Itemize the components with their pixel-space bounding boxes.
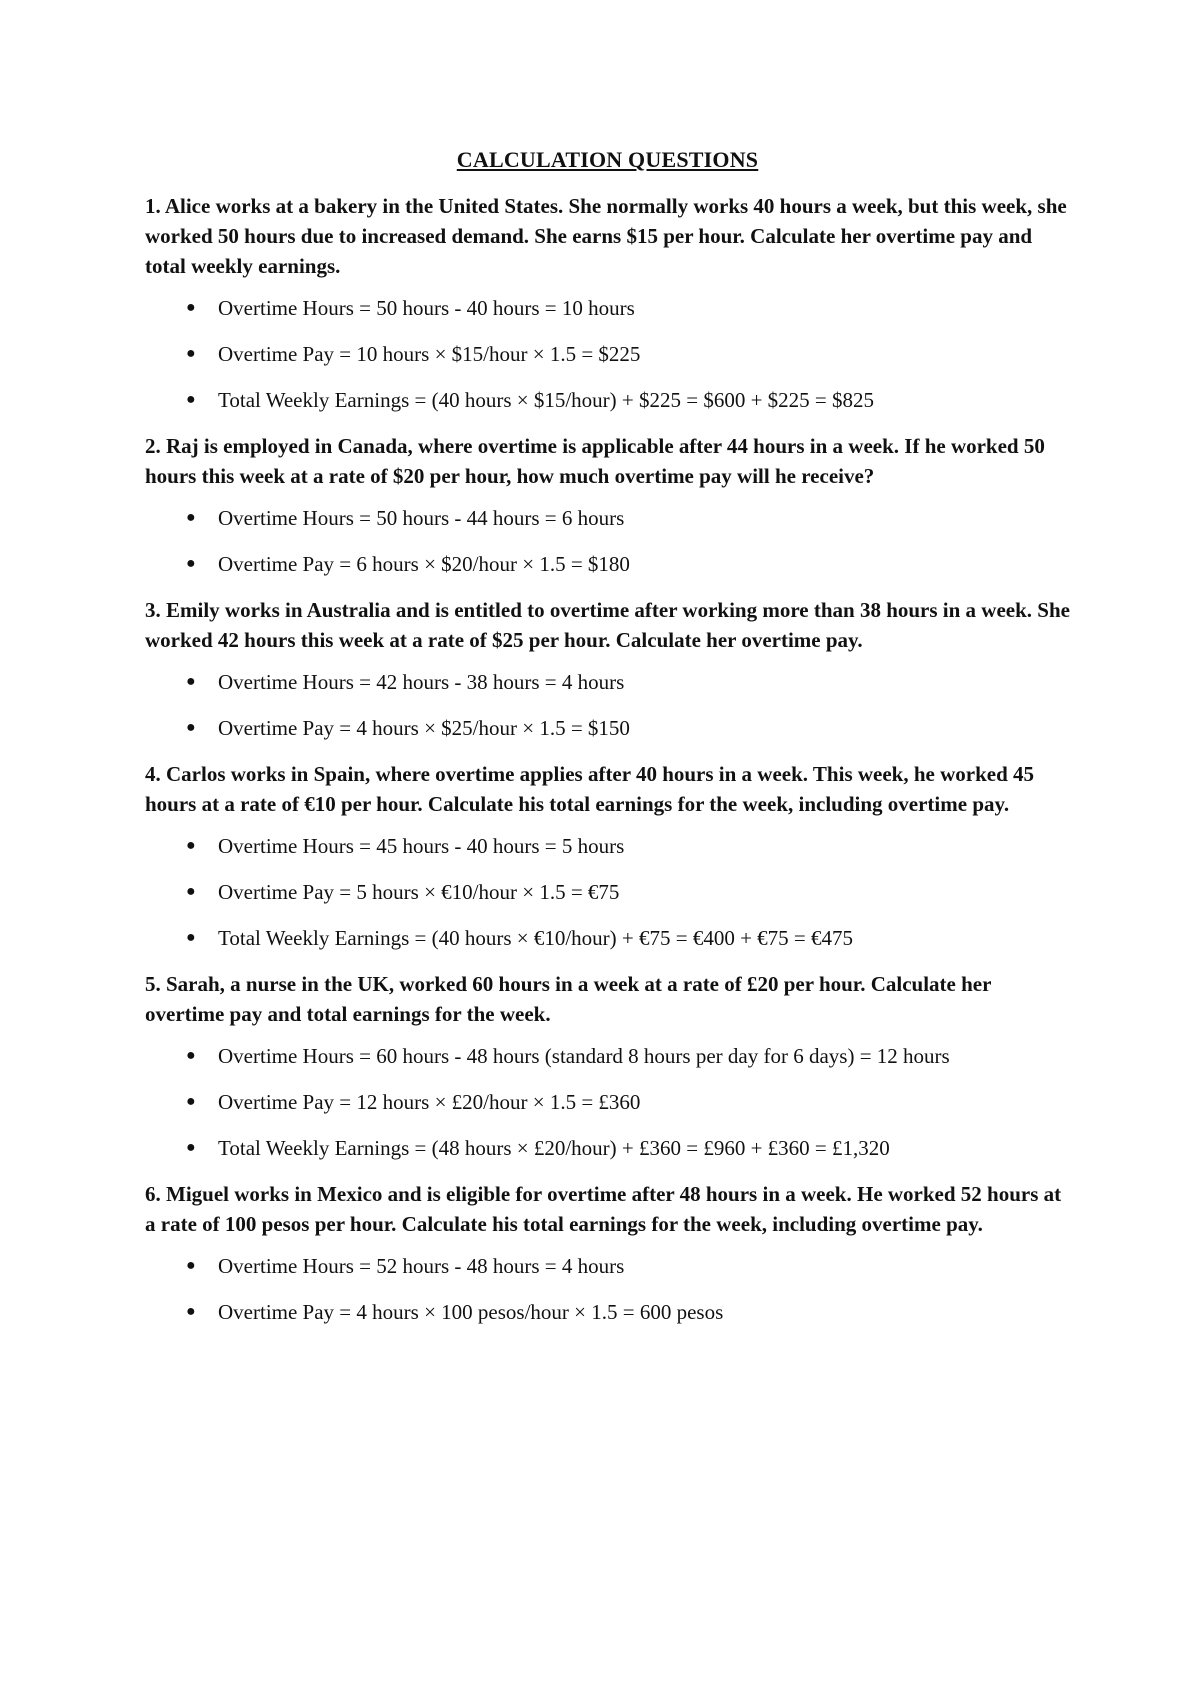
answer-item [145,549,1070,579]
answer-text: Overtime Pay = 4 hours × $25/hour × 1.5 = $150 [218,716,630,740]
answer-item [145,1041,1070,1071]
bullet-icon: ● [186,837,196,854]
question-text: 5. Sarah, a nurse in the UK, worked 60 hours in a week at a rate of £20 per hour. Calculate her overtime pay and total earnings for the week. [145,972,992,1026]
question-text: 1. Alice works at a bakery in the United States. She normally works 40 hours a week, but this week, she worked 50 hours due to increased demand. She earns $15 per hour. Calculate her overtime pay and total weekly earnings. [145,194,1067,278]
answer-item [145,923,1070,953]
bullet-icon: ● [186,1047,196,1064]
answer-list [145,1041,1070,1163]
answer-text: Overtime Hours = 45 hours - 40 hours = 5 hours [218,834,625,858]
answer-item [145,1087,1070,1117]
answer-text: Overtime Pay = 5 hours × €10/hour × 1.5 = €75 [218,880,620,904]
bullet-icon: ● [186,555,196,572]
answer-list [145,831,1070,953]
bullet-icon: ● [186,1093,196,1110]
answer-text: Overtime Pay = 6 hours × $20/hour × 1.5 = $180 [218,552,630,576]
question-block-4 [145,759,1070,953]
answer-text: Overtime Hours = 50 hours - 40 hours = 10 hours [218,296,635,320]
answer-item [145,667,1070,697]
question-text: 2. Raj is employed in Canada, where overtime is applicable after 44 hours in a week. If he worked 50 hours this week at a rate of $20 per hour, how much overtime pay will he receive? [145,434,1045,488]
question-block-6 [145,1179,1070,1327]
bullet-icon: ● [186,509,196,526]
question-text: 3. Emily works in Australia and is entitled to overtime after working more than 38 hours in a week. She worked 42 hours this week at a rate of $25 per hour. Calculate her overtime pay. [145,598,1070,652]
answer-item [145,385,1070,415]
answer-list [145,1251,1070,1327]
bullet-icon: ● [186,299,196,316]
answer-text: Total Weekly Earnings = (48 hours × £20/hour) + £360 = £960 + £360 = £1,320 [218,1136,890,1160]
question-block-1 [145,191,1070,415]
answer-list [145,293,1070,415]
answer-item [145,1297,1070,1327]
answer-text: Overtime Hours = 42 hours - 38 hours = 4 hours [218,670,625,694]
answer-item [145,293,1070,323]
answer-item [145,339,1070,369]
answer-text: Total Weekly Earnings = (40 hours × €10/hour) + €75 = €400 + €75 = €475 [218,926,854,950]
question-block-5 [145,969,1070,1163]
question-block-3 [145,595,1070,743]
answer-item [145,831,1070,861]
bullet-icon: ● [186,1139,196,1156]
bullet-icon: ● [186,345,196,362]
answer-item [145,1251,1070,1281]
answer-list [145,667,1070,743]
answer-text: Overtime Pay = 12 hours × £20/hour × 1.5 = £360 [218,1090,641,1114]
bullet-icon: ● [186,391,196,408]
answer-item [145,1133,1070,1163]
bullet-icon: ● [186,1257,196,1274]
question-block-2 [145,431,1070,579]
answer-text: Overtime Hours = 50 hours - 44 hours = 6 hours [218,506,625,530]
answer-text: Overtime Pay = 4 hours × 100 pesos/hour × 1.5 = 600 pesos [218,1300,724,1324]
bullet-icon: ● [186,883,196,900]
bullet-icon: ● [186,929,196,946]
question-text: 6. Miguel works in Mexico and is eligible for overtime after 48 hours in a week. He worked 52 hours at a rate of 100 pesos per hour. Calculate his total earnings for the week, including overtime pay. [145,1182,1062,1236]
page-title: CALCULATION QUESTIONS [456,147,759,172]
answer-list [145,503,1070,579]
bullet-icon: ● [186,719,196,736]
answer-item [145,503,1070,533]
answer-item [145,713,1070,743]
answer-text: Total Weekly Earnings = (40 hours × $15/hour) + $225 = $600 + $225 = $825 [218,388,875,412]
answer-text: Overtime Hours = 52 hours - 48 hours = 4 hours [218,1254,625,1278]
answer-text: Overtime Hours = 60 hours - 48 hours (standard 8 hours per day for 6 days) = 12 hours [218,1044,950,1068]
question-text: 4. Carlos works in Spain, where overtime applies after 40 hours in a week. This week, he worked 45 hours at a rate of €10 per hour. Calculate his total earnings for the week, including overtime pay. [145,762,1035,816]
answer-item [145,877,1070,907]
bullet-icon: ● [186,673,196,690]
bullet-icon: ● [186,1303,196,1320]
answer-text: Overtime Pay = 10 hours × $15/hour × 1.5 = $225 [218,342,641,366]
